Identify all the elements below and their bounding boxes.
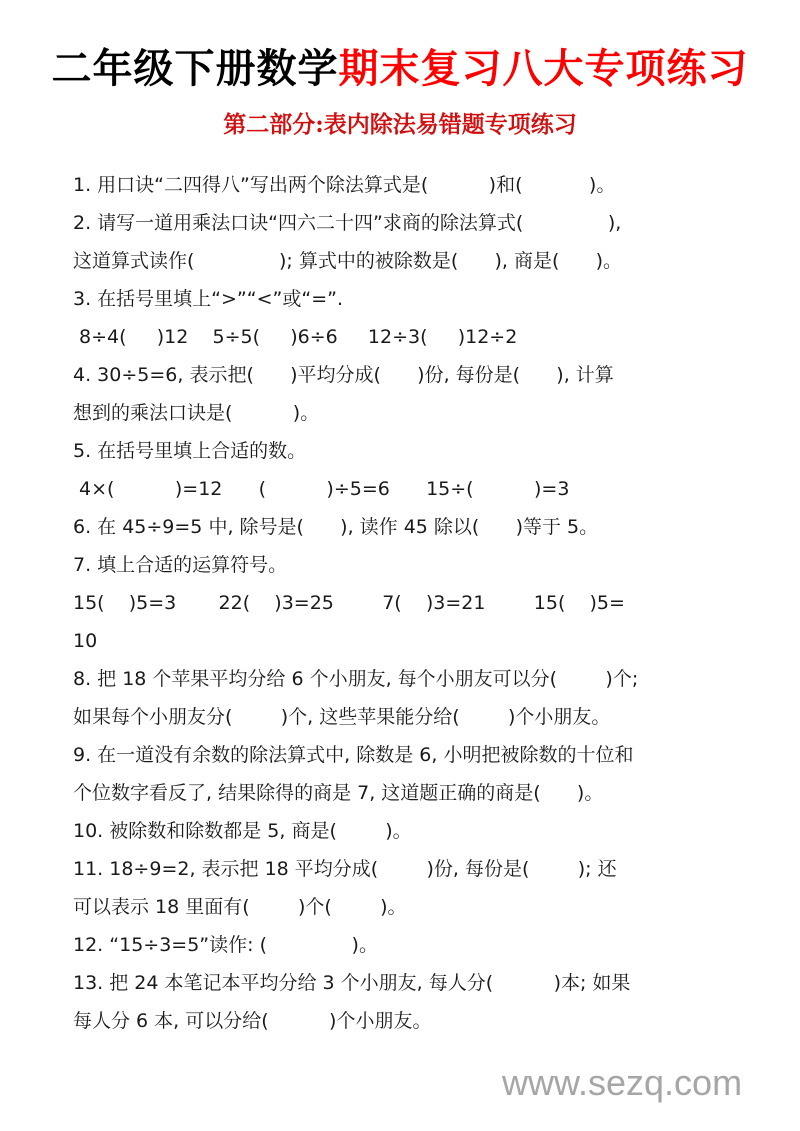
question-line: 12. “15÷3=5”读作: ( )。 bbox=[73, 934, 378, 956]
question-line: 13. 把 24 本笔记本平均分给 3 个小朋友, 每人分( )本; 如果 bbox=[73, 972, 631, 994]
question-line: 可以表示 18 里面有( )个( )。 bbox=[73, 896, 407, 918]
question-line: 3. 在括号里填上“>”“<”或“=”. bbox=[73, 288, 344, 310]
question-line: 7. 填上合适的运算符号。 bbox=[73, 554, 288, 576]
question-line: 如果每个小朋友分( )个, 这些苹果能分给( )个小朋友。 bbox=[73, 706, 611, 728]
question-line: 9. 在一道没有余数的除法算式中, 除数是 6, 小明把被除数的十位和 bbox=[73, 744, 634, 766]
question-line: 11. 18÷9=2, 表示把 18 平均分成( )份, 每份是( ); 还 bbox=[73, 858, 617, 880]
question-line: 4×( )=12 ( )÷5=6 15÷( )=3 bbox=[73, 478, 570, 500]
question-line: 8. 把 18 个苹果平均分给 6 个小朋友, 每个小朋友可以分( )个; bbox=[73, 668, 639, 690]
question-line: 8÷4( )12 5÷5( )6÷6 12÷3( )12÷2 bbox=[73, 326, 518, 348]
question-line: 15( )5=3 22( )3=25 7( )3=21 15( )5= bbox=[73, 592, 625, 614]
watermark: www.sezq.com bbox=[502, 1062, 743, 1103]
title-black-part: 二年级下册数学 bbox=[51, 45, 339, 92]
section-subtitle: 第二部分:表内除法易错题专项练习 bbox=[223, 111, 577, 138]
title-red-part: 期末复习八大专项练习 bbox=[338, 45, 749, 92]
question-line: 5. 在括号里填上合适的数。 bbox=[73, 440, 307, 462]
question-line: 每人分 6 本, 可以分给( )个小朋友。 bbox=[73, 1010, 432, 1032]
question-line: 2. 请写一道用乘法口诀“四六二十四”求商的除法算式( ), bbox=[73, 212, 622, 234]
question-line: 10. 被除数和除数都是 5, 商是( )。 bbox=[73, 820, 412, 842]
question-line: 想到的乘法口诀是( )。 bbox=[73, 402, 320, 424]
question-line: 4. 30÷5=6, 表示把( )平均分成( )份, 每份是( ), 计算 bbox=[73, 364, 614, 386]
question-line: 1. 用口诀“二四得八”写出两个除法算式是( )和( )。 bbox=[73, 174, 616, 196]
page-title bbox=[0, 44, 800, 94]
question-line: 这道算式读作( ); 算式中的被除数是( ), 商是( )。 bbox=[73, 250, 623, 272]
question-line: 10 bbox=[73, 630, 98, 652]
question-line: 6. 在 45÷9=5 中, 除号是( ), 读作 45 除以( )等于 5。 bbox=[73, 516, 599, 538]
question-line: 个位数字看反了, 结果除得的商是 7, 这道题正确的商是( )。 bbox=[73, 782, 604, 804]
